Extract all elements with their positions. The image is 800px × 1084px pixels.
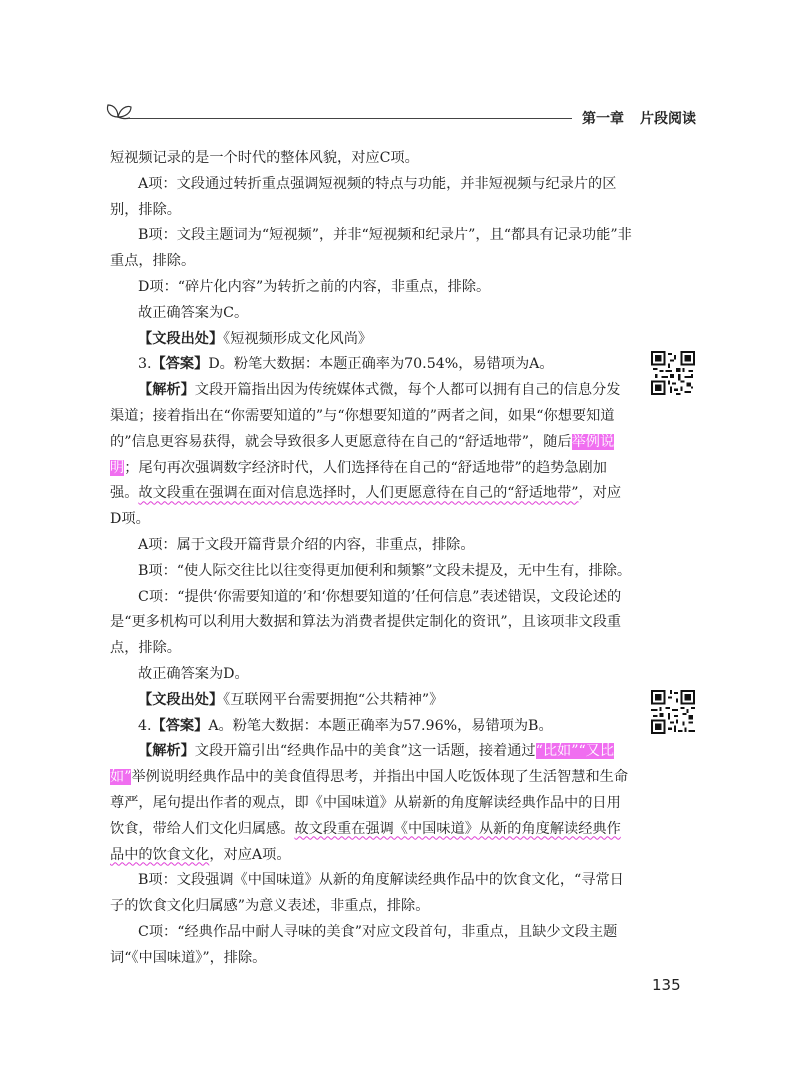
analysis-label: 【解析】	[138, 382, 195, 399]
option-b-analysis: B项：文段主题词为“短视频”，并非“短视频和纪录片”，且“都具有记录功能”非重点，排除。	[110, 227, 632, 270]
source-title: 《互联网平台需要拥抱“公共精神”》	[223, 691, 444, 708]
analysis-text: 举例说明经典作品中的美食值得思考，并指出中国人吃饭体现了生活智慧和生命尊严，尾句提出作者的观点，即《中国味道》从崭新的角度解读经典作品中的日用饮食，带给人们文化归属感。	[110, 769, 629, 837]
answer-label: 【答案】	[151, 356, 209, 373]
option-c-analysis: C项：“经典作品中耐人寻味的美食”对应文段首句，非重点，且缺少文段主题词“《中国味道》”，排除。	[110, 923, 618, 966]
correct-answer: 故正确答案为D。	[138, 665, 249, 682]
question-number: 4.	[138, 717, 152, 734]
answer-label: 【答案】	[151, 717, 209, 734]
question-4-answer	[110, 714, 632, 740]
question-number: 3.	[138, 356, 152, 373]
option-c-analysis: C项：“提供‘你需要知道的’和‘你想要知道的’任何信息”表述错误，文段论述的是“更多机构可以利用大数据和算法为消费者提供定制化的资讯”，且该项非文段重点，排除。	[110, 588, 622, 657]
source-label: 【文段出处】	[138, 330, 224, 347]
analysis-text: ，对应A项。	[209, 846, 291, 863]
option-a-analysis: A项：文段通过转折重点强调短视频的特点与功能，并非短视频与纪录片的区别，排除。	[110, 175, 617, 218]
highlight-mark: 举例说明	[110, 433, 615, 476]
option-d-analysis: D项：“碎片化内容”为转折之前的内容，非重点，排除。	[138, 278, 491, 295]
analysis-label: 【解析】	[138, 743, 195, 760]
underlined-key-sentence: 故文段重在强调在面对信息选择时，人们更愿意待在自己的“舒适地带”	[138, 485, 579, 502]
analysis-text: ；尾句再次强调数字经济时代，人们选择待在自己的“舒适地带”的趋势急剧加强。	[110, 459, 607, 502]
option-b-analysis: B项：“使人际交往比以往变得更加便利和频繁”文段未提及，无中生有，排除。	[138, 562, 632, 579]
analysis-text: 文段开篇引出“经典作品中的美食”这一话题，接着通过	[194, 743, 536, 760]
answer-explanation-body	[110, 146, 632, 972]
option-a-analysis: A项：属于文段开篇背景介绍的内容，非重点，排除。	[138, 536, 475, 553]
highlight-mark: “比如”“又比如”	[110, 743, 615, 786]
question-4-analysis	[110, 739, 632, 868]
paragraph: 短视频记录的是一个时代的整体风貌，对应C项。	[110, 150, 419, 166]
source-label: 【文段出处】	[138, 691, 224, 708]
chapter-heading	[582, 108, 696, 128]
leaf-ornament-icon	[100, 95, 136, 125]
underlined-key-sentence: 故文段重在强调《中国味道》从新的角度解读经典作品中的饮食文化	[110, 820, 621, 863]
question-3-analysis	[110, 378, 632, 533]
chapter-section: 片段阅读	[640, 111, 696, 127]
page-number: 135	[652, 976, 681, 994]
answer-text: D。粉笔大数据：本题正确率为70.54%，易错项为A。	[208, 356, 554, 373]
option-b-analysis: B项：文段强调《中国味道》从新的角度解读经典作品中的饮食文化，“寻常日子的饮食文化归属感”为意义表述，非重点，排除。	[110, 872, 624, 915]
qr-code-icon	[651, 351, 695, 395]
analysis-text: ，对应D项。	[110, 485, 622, 528]
source-citation	[110, 688, 632, 714]
header-rule	[128, 118, 572, 119]
correct-answer: 故正确答案为C。	[138, 304, 249, 321]
qr-code-icon	[651, 690, 695, 734]
question-3-answer	[110, 352, 632, 378]
source-title: 《短视频形成文化风尚》	[223, 330, 373, 347]
source-citation	[110, 327, 632, 353]
analysis-text: 文段开篇指出因为传统媒体式微，每个人都可以拥有自己的信息分发渠道；接着指出在“你需要知道的”与“你想要知道的”两者之间，如果“你想要知道的”信息更容易获得，就会导致很多人更愿意待在自己的“舒适地带”，随后	[110, 382, 621, 450]
chapter-number: 第一章	[582, 111, 624, 127]
answer-text: A。粉笔大数据：本题正确率为57.96%，易错项为B。	[208, 717, 553, 734]
